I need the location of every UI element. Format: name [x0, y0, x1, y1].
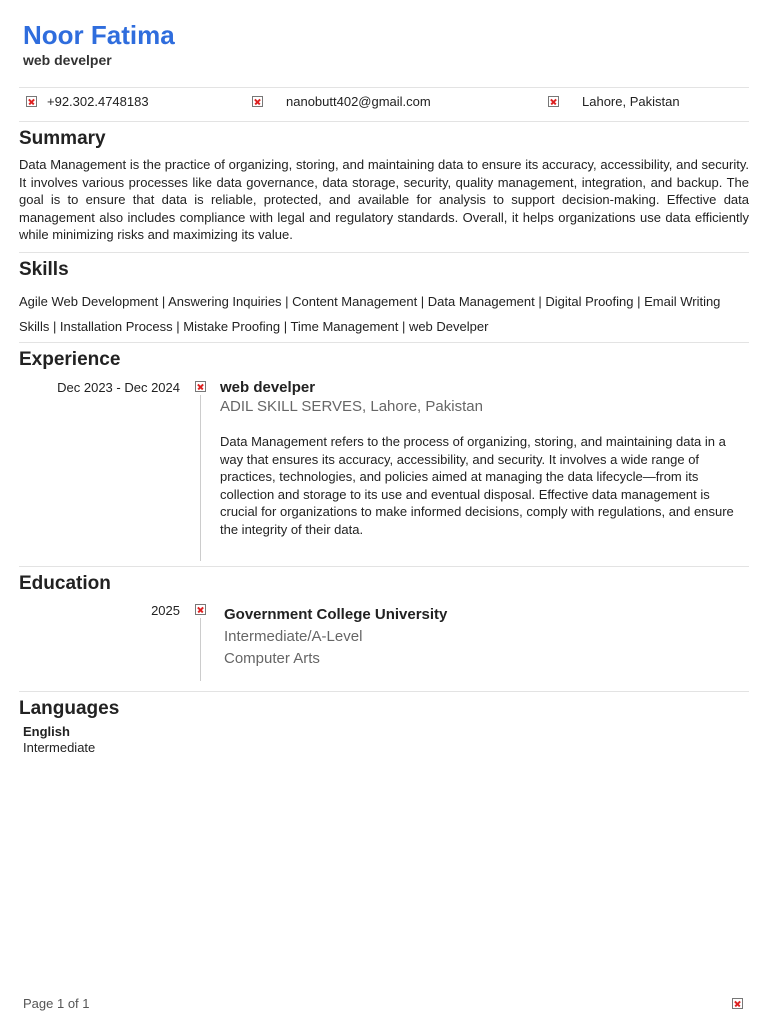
candidate-job-title: web develper: [23, 52, 112, 68]
timeline-line: [200, 395, 201, 561]
candidate-name: Noor Fatima: [23, 20, 175, 50]
divider: [19, 342, 749, 343]
broken-image-icon: [26, 96, 37, 107]
broken-image-icon: [548, 96, 559, 107]
summary-heading: Summary: [19, 128, 106, 149]
experience-role: web develper: [220, 379, 316, 396]
experience-company: ADIL SKILL SERVES, Lahore, Pakistan: [220, 398, 483, 415]
divider: [19, 252, 749, 253]
contact-email: [252, 94, 431, 109]
divider: [19, 691, 749, 692]
education-heading: Education: [19, 573, 111, 594]
divider: [19, 566, 749, 567]
broken-image-icon: [732, 998, 743, 1009]
contact-phone: [26, 94, 149, 109]
location-text: Lahore, Pakistan: [582, 94, 680, 109]
education-school: Government College University: [224, 606, 448, 623]
education-year: 2025: [151, 603, 180, 618]
email-text: nanobutt402@gmail.com: [286, 94, 431, 109]
skills-list: Agile Web Development | Answering Inquiries | Content Management | Data Management | Digital Proofing | Email Writing Skills | Installation Process | Mistake Proofing | Time Management | web Develper: [19, 294, 721, 334]
phone-text: +92.302.4748183: [47, 94, 149, 109]
broken-image-icon: [252, 96, 263, 107]
language-name: English: [23, 724, 70, 739]
divider: [19, 87, 749, 88]
education-field: Computer Arts: [224, 650, 320, 667]
languages-heading: Languages: [19, 698, 120, 719]
experience-description: Data Management refers to the process of organizing, storing, and maintaining data in a way that ensures its accuracy, accessibility, and security. It involves a wide range of practices, technologies, and policies aimed at managing the data lifecycle—from its collection and storage to its use and eventual disposal. Effective data management is crucial for organizations to make informed decisions, comply with regulations, and ensure the integrity of their data.: [220, 434, 734, 537]
summary-text: Data Management is the practice of organizing, storing, and maintaining data to ensure its accuracy, accessibility, and security. It involves various processes like data governance, data storage, security, quality management, integration, and backup. The goal is to ensure that data is reliable, protected, and available for analysis to support decision-making. Effective data management also includes compliance with legal and regulatory standards. Overall, it helps organizations use data efficiently while minimizing risks and maximizing its value.: [19, 157, 749, 242]
broken-image-icon: [195, 604, 206, 615]
contact-location: [548, 94, 680, 109]
skills-heading: Skills: [19, 259, 69, 280]
experience-heading: Experience: [19, 349, 121, 370]
broken-image-icon: [195, 381, 206, 392]
education-degree: Intermediate/A-Level: [224, 628, 363, 645]
language-level: Intermediate: [23, 740, 96, 755]
timeline-line: [200, 618, 201, 681]
page-number: Page 1 of 1: [23, 996, 90, 1011]
experience-dates: Dec 2023 - Dec 2024: [57, 380, 180, 395]
divider: [19, 121, 749, 122]
